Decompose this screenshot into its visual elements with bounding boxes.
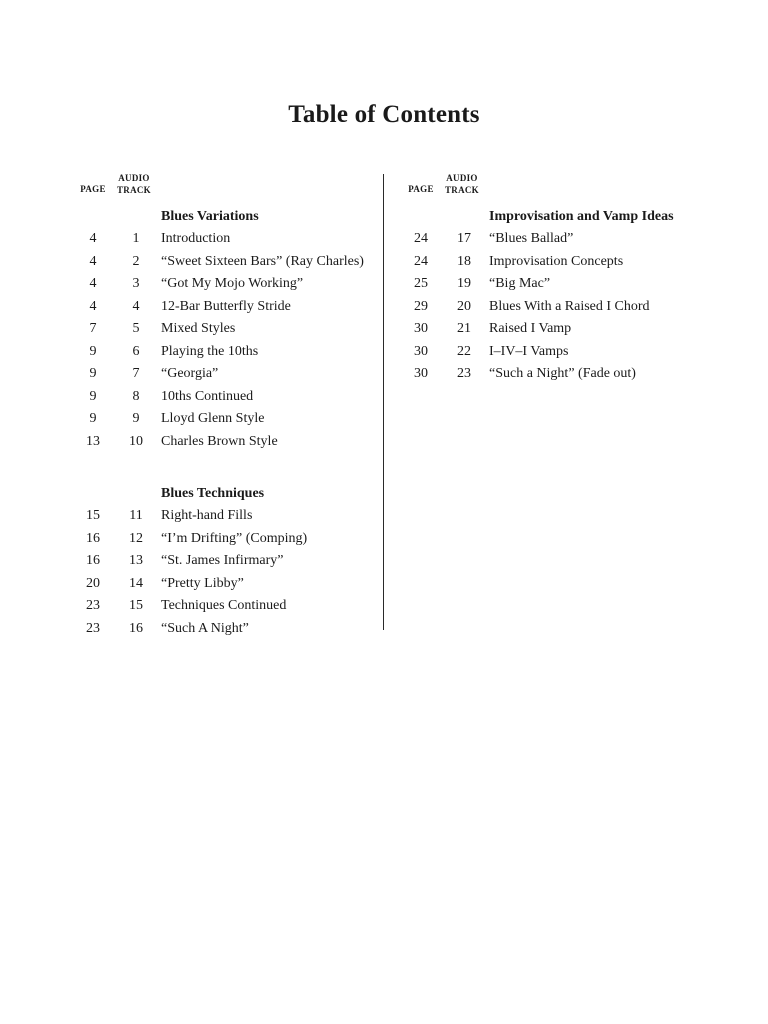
track-header-label: TRACK [116, 185, 151, 195]
audio-track-header [110, 172, 158, 196]
toc-entry [400, 341, 700, 364]
entry-page-number: 13 [86, 433, 100, 449]
section-title: Blues Variations [161, 209, 259, 224]
entry-track-number: 23 [457, 366, 471, 381]
entry-track-number: 7 [132, 366, 140, 381]
entry-page-number: 9 [89, 366, 97, 381]
entry-page-number: 9 [89, 411, 97, 426]
audio-header-label: AUDIO [446, 173, 478, 183]
entry-page-number: 23 [86, 598, 100, 613]
entry-title: Introduction [161, 231, 231, 246]
entry-track-number: 18 [457, 253, 471, 269]
entry-title: “Such a Night” (Fade out) [489, 366, 636, 381]
page-header: PAGE [80, 184, 106, 194]
entry-track-number: 1 [132, 231, 140, 246]
entry-page-number: 23 [86, 620, 100, 636]
entry-track-number: 13 [129, 553, 143, 568]
entry-page-number: 9 [89, 388, 97, 404]
page-header: PAGE [408, 184, 434, 194]
entry-page-number: 4 [89, 276, 97, 291]
track-header-label: TRACK [444, 185, 479, 195]
entry-title: “I’m Drifting” (Comping) [161, 530, 308, 546]
entry-page-number: 25 [414, 276, 428, 291]
entry-title: Right-hand Fills [161, 508, 253, 523]
toc-entry [72, 550, 382, 573]
entry-track-number: 4 [132, 298, 140, 314]
entry-track-number: 21 [457, 321, 471, 336]
entry-page-number: 16 [86, 530, 100, 546]
entry-page-number: 30 [414, 343, 428, 359]
toc-entry [72, 296, 382, 319]
entry-title: Lloyd Glenn Style [161, 411, 265, 426]
entry-title: Playing the 10ths [161, 343, 259, 359]
audio-track-header [438, 172, 486, 196]
entry-track-number: 17 [457, 231, 471, 246]
entry-page-number: 7 [89, 321, 97, 336]
toc-right-column [400, 170, 700, 386]
toc-left-column [72, 170, 382, 640]
entry-title: 10ths Continued [161, 388, 254, 404]
column-header [72, 170, 382, 198]
toc-left-sections [72, 206, 382, 640]
entry-track-number: 19 [457, 276, 471, 291]
entry-page-number: 9 [89, 343, 97, 359]
section-title: Improvisation and Vamp Ideas [489, 209, 674, 224]
toc-entry [400, 296, 700, 319]
entry-track-number: 15 [129, 598, 143, 613]
entry-track-number: 3 [132, 276, 140, 291]
column-header [400, 170, 700, 198]
toc-entry [72, 386, 382, 409]
toc-entry [400, 273, 700, 296]
entry-title: Charles Brown Style [161, 433, 278, 449]
entry-track-number: 16 [129, 620, 143, 636]
entry-page-number: 4 [89, 253, 97, 269]
entry-track-number: 8 [132, 388, 140, 404]
entry-page-number: 24 [414, 253, 428, 269]
toc-entry [72, 251, 382, 274]
entry-track-number: 20 [457, 298, 471, 314]
entry-title: “Got My Mojo Working” [161, 276, 304, 291]
toc-entry [400, 251, 700, 274]
entry-title: Raised I Vamp [489, 321, 572, 336]
toc-entry [72, 318, 382, 341]
section-entries [400, 228, 700, 386]
toc-entry [72, 573, 382, 596]
entry-track-number: 14 [129, 575, 143, 591]
entry-page-number: 15 [86, 508, 100, 523]
toc-entry [400, 228, 700, 251]
entry-title: “Big Mac” [489, 276, 551, 291]
entry-title: “St. James Infirmary” [161, 553, 284, 568]
toc-entry [72, 273, 382, 296]
entry-track-number: 2 [132, 253, 140, 269]
entry-page-number: 20 [86, 575, 100, 591]
entry-track-number: 22 [457, 343, 471, 359]
entry-page-number: 4 [89, 231, 97, 246]
toc-entry [72, 618, 382, 641]
toc-entry [72, 431, 382, 454]
entry-track-number: 9 [132, 411, 140, 426]
entry-page-number: 29 [414, 298, 428, 314]
audio-header-label: AUDIO [118, 173, 150, 183]
entry-title: Techniques Continued [161, 598, 287, 613]
entry-title: “Georgia” [161, 366, 219, 381]
entry-track-number: 11 [129, 508, 143, 523]
column-divider [383, 174, 384, 630]
entry-title: Mixed Styles [161, 321, 236, 336]
toc-entry [400, 363, 700, 386]
entry-title: Improvisation Concepts [489, 253, 624, 269]
toc-right-sections [400, 206, 700, 386]
toc-entry [72, 363, 382, 386]
section-gap [72, 453, 382, 475]
entry-page-number: 16 [86, 553, 100, 568]
toc-entry [72, 505, 382, 528]
toc-entry [72, 595, 382, 618]
toc-entry [72, 408, 382, 431]
entry-track-number: 12 [129, 530, 143, 546]
toc-entry [400, 318, 700, 341]
entry-track-number: 6 [132, 343, 140, 359]
section-title: Blues Techniques [161, 486, 265, 501]
entry-track-number: 5 [132, 321, 140, 336]
entry-title: 12-Bar Butterfly Stride [161, 298, 291, 314]
entry-title: “Blues Ballad” [489, 231, 574, 246]
entry-title: “Pretty Libby” [161, 575, 244, 591]
section-entries [72, 228, 382, 453]
entry-page-number: 30 [414, 366, 428, 381]
toc-entry [72, 528, 382, 551]
entry-page-number: 30 [414, 321, 428, 336]
entry-title: “Sweet Sixteen Bars” (Ray Charles) [161, 253, 364, 269]
entry-title: Blues With a Raised I Chord [489, 298, 650, 314]
entry-title: I–IV–I Vamps [489, 343, 569, 359]
page-title: Table of Contents [288, 101, 480, 128]
section-entries [72, 505, 382, 640]
toc-entry [72, 341, 382, 364]
entry-page-number: 4 [89, 298, 97, 314]
toc-entry [72, 228, 382, 251]
entry-title: “Such A Night” [161, 620, 249, 636]
entry-track-number: 10 [129, 433, 143, 449]
entry-page-number: 24 [414, 231, 428, 246]
